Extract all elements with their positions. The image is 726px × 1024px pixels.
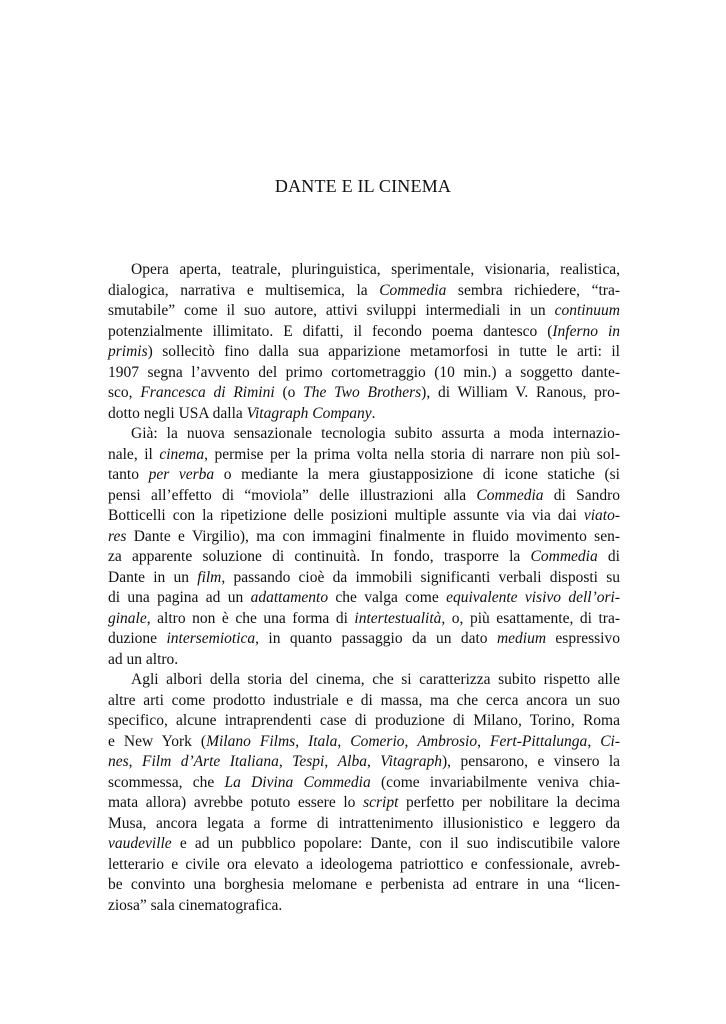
text-line: sco, Francesca di Rimini (o The Two Brothers), di William V. Ranous, pro- — [108, 384, 620, 401]
text-line: Botticelli con la ripetizione delle posizioni multiple assunte via via dai viato- — [108, 507, 620, 524]
text-line: res Dante e Virgilio), ma con immagini finalmente in fluido movimento sen- — [108, 527, 620, 545]
text-line: dialogica, narrativa e multisemica, la Commedia sembra richiedere, “tra- — [108, 281, 620, 299]
text-line: ad un altro. — [108, 650, 179, 668]
text-line: be convinto una borghesia melomane e perbenista ad entrare in una “licen- — [108, 876, 620, 893]
text-line: scommessa, che La Divina Commedia (come invariabilmente veniva chia- — [108, 773, 620, 791]
text-line: nale, il cinema, permise per la prima volta nella storia di narrare non più sol- — [108, 445, 620, 463]
text-line: specifico, alcune intraprendenti case di produzione di Milano, Torino, Roma — [108, 712, 620, 729]
chapter-body — [108, 260, 620, 916]
paragraph — [108, 670, 620, 916]
text-line: ziosa” sala cinematografica. — [108, 896, 283, 914]
text-line: tanto per verba o mediante la mera giustapposizione di icone statiche (si — [108, 466, 620, 483]
text-line: ginale, altro non è che una forma di intertestualità, o, più esattamente, di tra- — [108, 609, 620, 627]
paragraph — [108, 424, 620, 670]
text-line: vaudeville e ad un pubblico popolare: Dante, con il suo indiscutibile valore — [108, 835, 620, 852]
text-line: potenzialmente illimitato. E difatti, il fecondo poema dantesco (Inferno in — [108, 322, 621, 340]
chapter-title: DANTE E IL CINEMA — [274, 176, 452, 196]
text-line: Opera aperta, teatrale, pluringuistica, sperimentale, visionaria, realistica, — [131, 261, 620, 278]
text-line: Già: la nuova sensazionale tecnologia subito assurta a moda internazio- — [131, 425, 620, 442]
text-line: mata allora) avrebbe potuto essere lo script perfetto per nobilitare la decima — [108, 794, 621, 811]
text-line: 1907 segna l’avvento del primo cortometraggio (10 min.) a soggetto dante- — [108, 363, 620, 381]
paragraph — [108, 260, 620, 424]
text-line: Dante in un film, passando cioè da immobili significanti verbali disposti su — [108, 568, 620, 586]
text-line: Musa, ancora legata a forme di intrattenimento illusionistico e leggero da — [108, 814, 620, 832]
text-line: za apparente soluzione di continuità. In fondo, trasporre la Commedia di — [108, 548, 620, 565]
text-line: e New York (Milano Films, Itala, Comerio, Ambrosio, Fert-Pittalunga, Ci- — [108, 732, 621, 750]
text-line: duzione intersemiotica, in quanto passaggio da un dato medium espressivo — [108, 630, 620, 647]
text-line: nes, Film d’Arte Italiana, Tespi, Alba, Vitagraph), pensarono, e vinsero la — [108, 753, 621, 770]
text-line: Agli albori della storia del cinema, che si caratterizza subito rispetto alle — [131, 671, 620, 688]
text-line: primis) sollecitò fino dalla sua apparizione metamorfosi in tutte le arti: il — [108, 343, 620, 360]
text-line: smutabile” come il suo autore, attivi sviluppi intermediali in un continuum — [108, 302, 620, 319]
text-line: di una pagina ad un adattamento che valga come equivalente visivo dell’ori- — [108, 589, 621, 606]
text-line: letterario e civile ora elevato a ideologema patriottico e confessionale, avreb- — [108, 855, 620, 873]
text-line: dotto negli USA dalla Vitagraph Company. — [108, 404, 376, 422]
text-line: altre arti come prodotto industriale e di massa, ma che cerca ancora un suo — [108, 691, 620, 709]
text-line: pensi all’effetto di “moviola” delle illustrazioni alla Commedia di Sandro — [108, 486, 621, 504]
